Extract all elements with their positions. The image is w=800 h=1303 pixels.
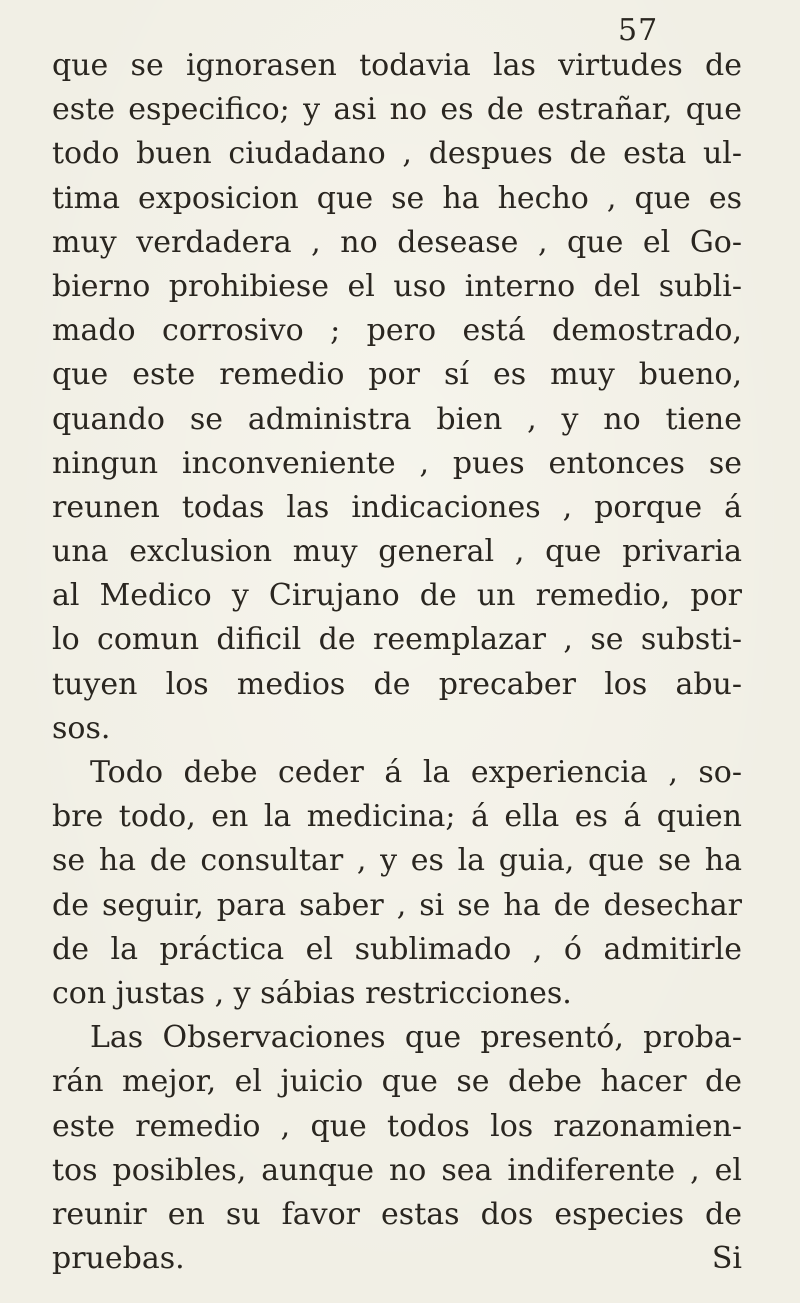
text-line: bierno prohibiese el uso interno del subli- bbox=[52, 268, 742, 304]
text-line: este remedio , que todos los razonamien- bbox=[52, 1108, 742, 1144]
text-line: reunir en su favor estas dos especies de bbox=[52, 1196, 742, 1232]
text-line: este especifico; y asi no es de estrañar, que bbox=[52, 92, 742, 128]
text-line: mado corrosivo ; pero está demostrado, bbox=[52, 313, 742, 349]
text-line: que este remedio por sí es muy bueno, bbox=[52, 357, 742, 393]
text-line: quando se administra bien , y no tiene bbox=[52, 401, 742, 437]
text-line: de la práctica el sublimado , ó admitirle bbox=[52, 931, 742, 967]
last-word: pruebas. bbox=[52, 1241, 185, 1277]
catchword: Si bbox=[711, 1241, 742, 1277]
text-line: una exclusion muy general , que privaria bbox=[52, 534, 742, 570]
page-number: 57 bbox=[618, 13, 659, 48]
text-line: todo buen ciudadano , despues de esta ul- bbox=[52, 136, 742, 172]
paragraph-start-line: Las Observaciones que presentó, proba- bbox=[90, 1020, 742, 1056]
text-line: lo comun dificil de reemplazar , se substi- bbox=[52, 622, 742, 658]
text-line: muy verdadera , no desease , que el Go- bbox=[52, 224, 742, 260]
final-line bbox=[52, 1237, 742, 1281]
text-line: tuyen los medios de precaber los abu- bbox=[52, 666, 742, 702]
paragraph-end-line: con justas , y sábias restricciones. bbox=[52, 975, 572, 1011]
text-line: se ha de consultar , y es la guia, que se ha bbox=[52, 843, 742, 879]
text-line: al Medico y Cirujano de un remedio, por bbox=[52, 578, 742, 614]
text-line: reunen todas las indicaciones , porque á bbox=[52, 489, 742, 525]
paragraph-end-line: sos. bbox=[52, 710, 111, 746]
text-line: ningun inconveniente , pues entonces se bbox=[52, 445, 742, 481]
text-line: que se ignorasen todavia las virtudes de bbox=[52, 48, 742, 83]
text-line: de seguir, para saber , si se ha de desechar bbox=[52, 887, 742, 923]
body-text bbox=[52, 44, 742, 1281]
paragraph-start-line: Todo debe ceder á la experiencia , so- bbox=[90, 755, 742, 790]
text-line: tima exposicion que se ha hecho , que es bbox=[52, 180, 742, 216]
text-line: tos posibles, aunque no sea indiferente , el bbox=[52, 1152, 742, 1188]
text-line: rán mejor, el juicio que se debe hacer de bbox=[52, 1064, 742, 1100]
text-line: bre todo, en la medicina; á ella es á quien bbox=[52, 799, 742, 835]
